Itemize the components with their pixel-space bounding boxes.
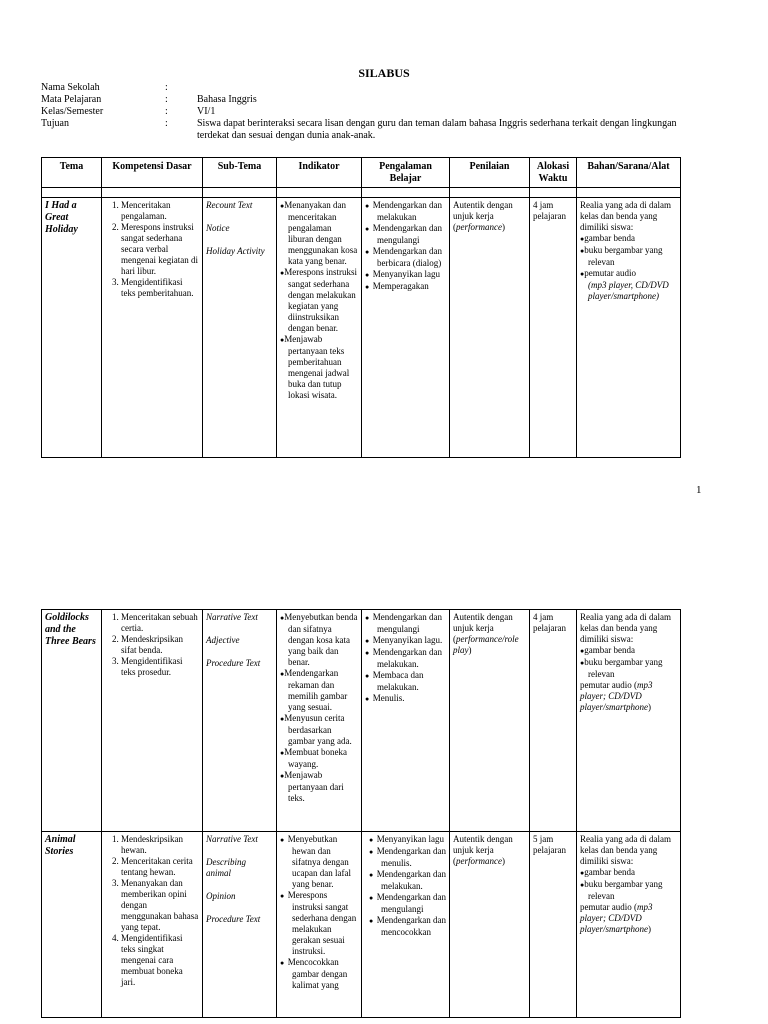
meta-label: Tujuan [41,118,69,129]
bahan-intro: Realia yang ada di dalam kelas dan benda yang dimiliki siswa: [580,200,671,232]
list-item [580,268,677,302]
list-item: ● Menyanyikan lagu. [365,635,446,647]
cell-tema: Animal Stories [42,832,102,1018]
meta-row-objective [41,118,687,142]
cell-alokasi: 4 jam pelajaran [530,198,577,458]
bahan-item-text: pemutar audio [584,268,636,278]
list-item: ● gambar benda [580,233,677,245]
list-item: Recount Text [206,200,253,210]
list-item: 3. Mengidentifikasi teks prosedur. [121,656,199,678]
meta-row-school [41,82,687,94]
list-item: ● Menanyakan dan menceritakan pengalaman liburan dengan menggunakan kosa kata yang benar. [280,200,358,267]
list-item: ● Menjawab pertanyaan dari teks. [280,770,358,804]
cell-kompetensi [102,198,203,458]
cell-pengalaman [362,610,450,832]
list-item: Narrative Text [206,612,258,622]
meta-value: VI/1 [197,106,216,117]
bahan-tail-close: ) [648,702,651,712]
list-item: ● Mendengarkan dan menulis. [369,846,446,869]
cell-bahan [577,832,681,1018]
penilaian-text: Autentik dengan unjuk kerja ( [453,834,513,866]
bahan-tail [580,680,677,713]
cell-penilaian [450,198,530,458]
header-alokasi: Alokasi Waktu [530,158,577,188]
cell-penilaian [450,610,530,832]
bahan-em: mp3 player; CD/DVD player/smartphone [580,902,653,934]
list-item: 1. Menceritakan pengalaman. [121,200,199,222]
penilaian-em: performance [456,856,502,866]
list-item: ● Memperagakan [365,281,446,293]
cell-tema: Goldilocks and the Three Bears [42,610,102,832]
list-item: ● Mendengarkan rekaman dan memilih gambar yang sesuai. [280,668,358,713]
list-item: ● Menyusun cerita berdasarkan gambar yang ada. [280,713,358,747]
list-item: ● gambar benda [580,645,677,657]
cell-indikator [277,610,362,832]
meta-colon: : [165,94,168,105]
meta-label: Nama Sekolah [41,82,100,93]
meta-label: Mata Pelajaran [41,94,102,105]
list-item: ● Mendengarkan dan mengulangi [365,612,446,635]
list-item: ● Membaca dan melakukan. [365,670,446,693]
list-item: 1. Mendeskripsikan hewan. [121,834,199,856]
meta-colon: : [165,106,168,117]
penilaian-close: ) [502,222,505,232]
list-item: Procedure Text [206,914,261,924]
penilaian-em: performance/role play [453,634,519,655]
list-item: Procedure Text [206,658,261,668]
meta-row-class [41,106,687,118]
cell-penilaian [450,832,530,1018]
penilaian-text: Autentik dengan unjuk kerja ( [453,612,513,644]
penilaian-em: performance [456,222,502,232]
list-item: ● Mendengarkan dan melakukan. [369,869,446,892]
table-row [42,610,681,832]
bahan-tail-close: ) [648,924,651,934]
list-item: ● Mendengarkan dan melakukan. [365,647,446,670]
cell-kompetensi [102,610,203,832]
list-item: ● Menyebutkan benda dan sifatnya dengan kosa kata yang baik dan benar. [280,612,358,668]
list-item: ● buku bergambar yang relevan [580,245,677,268]
header-subtema: Sub-Tema [203,158,277,188]
penilaian-close: ) [502,856,505,866]
list-item: ● Menyanyikan lagu [365,269,446,281]
meta-colon: : [165,82,168,93]
bahan-intro: Realia yang ada di dalam kelas dan benda yang dimiliki siswa: [580,834,671,866]
header-penilaian: Penilaian [450,158,530,188]
syllabus-table-page1 [41,157,681,458]
list-item: ● buku bergambar yang relevan [580,657,677,680]
bahan-em: mp3 player; CD/DVD player/smartphone [580,680,653,712]
list-item: Opinion [206,891,236,901]
cell-kompetensi [102,832,203,1018]
cell-subtema [203,198,277,458]
list-item: ● Mendengarkan dan melakukan [365,200,446,223]
bahan-tail-text: pemutar audio ( [580,902,637,912]
table-header-row [42,158,681,188]
bahan-tail [580,902,677,935]
list-item: Describing animal [206,857,246,878]
bahan-intro: Realia yang ada di dalam kelas dan benda yang dimiliki siswa: [580,612,671,644]
bahan-em: (mp3 player, CD/DVD player/smartphone) [588,280,669,301]
list-item: Holiday Activity [206,246,265,256]
header-pengalaman: Pengalaman Belajar [362,158,450,188]
list-item: 2. Menceritakan cerita tentang hewan. [121,856,199,878]
cell-bahan [577,610,681,832]
list-item: Narrative Text [206,834,258,844]
cell-pengalaman [362,832,450,1018]
cell-pengalaman [362,198,450,458]
header-tema: Tema [42,158,102,188]
list-item: 3. Menanyakan dan memberikan opini dengan menggunakan bahasa yang tepat. [121,878,199,933]
meta-label: Kelas/Semester [41,106,104,117]
penilaian-close: ) [468,645,472,655]
meta-value [197,82,687,94]
list-item: ● Merespons instruksi sangat sederhana dengan melakukan gerakan sesuai instruksi. [280,890,358,957]
list-item: 2. Merespons instruksi sangat sederhana secara verbal mengenai kegiatan di hari libur. [121,222,199,277]
cell-subtema [203,832,277,1018]
cell-alokasi: 5 jam pelajaran [530,832,577,1018]
cell-bahan [577,198,681,458]
cell-indikator [277,198,362,458]
meta-value: Siswa dapat berinteraksi secara lisan dengan guru dan teman dalam bahasa Inggris sederhana terkait dengan lingkungan terdekat dan sesuai dengan dunia anak-anak. [197,118,677,141]
header-bahan: Bahan/Sarana/Alat [577,158,681,188]
list-item: 4. Mengidentifikasi teks singkat mengenai cara membuat boneka jari. [121,933,199,988]
header-kompetensi: Kompetensi Dasar [102,158,203,188]
table-row [42,832,681,1018]
list-item: ● Menyebutkan hewan dan sifatnya dengan ucapan dan lafal yang benar. [280,834,358,890]
list-item: ● Menulis. [365,693,446,705]
cell-subtema [203,610,277,832]
list-item: Notice [206,223,230,233]
list-item: ● Mencocokkan gambar dengan kalimat yang [280,957,358,991]
list-item: ● buku bergambar yang relevan [580,879,677,902]
header-indikator: Indikator [277,158,362,188]
cell-indikator [277,832,362,1018]
page-number: 1 [696,484,702,496]
list-item: ● Membuat boneka wayang. [280,747,358,770]
meta-colon: : [165,118,168,129]
list-item: ● Merespons instruksi sangat sederhana dengan melakukan kegiatan yang diinstruksikan dengan benar. [280,267,358,334]
meta-value: Bahasa Inggris [197,94,257,105]
syllabus-meta [41,82,687,142]
list-item: ● Mendengarkan dan berbicara (dialog) [365,246,446,269]
spacer-row [42,188,681,198]
list-item: ● Menyanyikan lagu [369,834,446,846]
table-row [42,198,681,458]
list-item: Adjective [206,635,240,645]
list-item: ● Mendengarkan dan mengulangi [369,892,446,915]
cell-tema: I Had a Great Holiday [42,198,102,458]
penilaian-text: Autentik dengan unjuk kerja ( [453,200,513,232]
list-item: ● gambar benda [580,867,677,879]
list-item: ● Menjawab pertanyaan teks pemberitahuan mengenai jadwal buka dan tutup lokasi wisata. [280,334,358,401]
list-item: ● Mendengarkan dan mencocokkan [369,915,446,938]
list-item: ● Mendengarkan dan mengulangi [365,223,446,246]
list-item: 1. Menceritakan sebuah certia. [121,612,199,634]
list-item: 2. Mendeskripsikan sifat benda. [121,634,199,656]
syllabus-table-page2 [41,609,681,1018]
list-item: 3. Mengidentifikasi teks pemberitahuan. [121,277,199,299]
meta-row-subject [41,94,687,106]
bahan-tail-text: pemutar audio ( [580,680,637,690]
cell-alokasi: 4 jam pelajaran [530,610,577,832]
document-title: SILABUS [358,66,410,80]
